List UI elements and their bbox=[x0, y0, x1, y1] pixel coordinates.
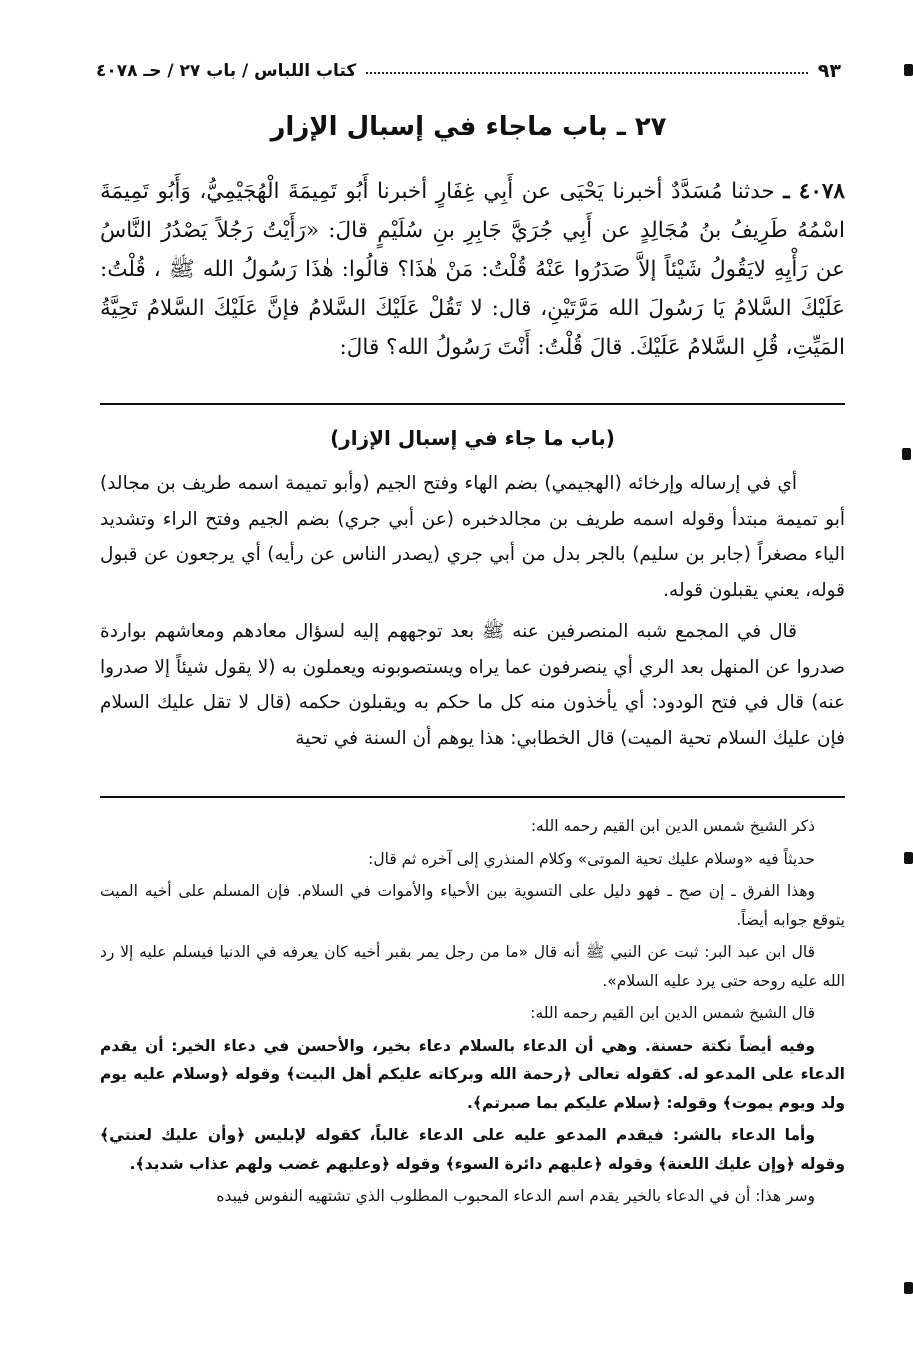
hadith-text: حدثنا مُسَدَّدٌ أخبرنا يَحْيَى عن أَبِي غِفَارٍ أخبرنا أَبُو تَمِيمَةَ الْهُجَيْمِيُّ، وَأَبُو تَمِيمَةَ اسْمُهُ طَرِيفُ بنُ مُجَالِدٍ عن أَبِي جُرَيَّ جَابِرِ بنِ سُلَيْمٍ قالَ: «رَأَيْتُ رَجُلاً يَصْدُرُ النَّاسُ عن رَأْيِهِ لايَقُولُ شَيْئاً إلاَّ صَدَرُوا عَنْهُ قُلْتُ: مَنْ هٰذَا؟ قالُوا: هٰذَا رَسُولُ الله ﷺ ، قُلْتُ: عَلَيْكَ السَّلامُ يَا رَسُولَ الله مَرَّتَيْنِ، قال: لا تَقُلْ عَلَيْكَ السَّلامُ فإنَّ عَلَيْكَ السَّلامُ تَحِيَّةُ المَيِّتِ، قُلِ السَّلامُ عَلَيْكَ. قالَ قُلْتُ: أَنْتَ رَسُولُ الله؟ قالَ: bbox=[100, 179, 845, 360]
notes-divider-line bbox=[100, 796, 845, 798]
margin-mark bbox=[904, 852, 913, 864]
note-paragraph: ذكر الشيخ شمس الدين ابن القيم رحمه الله: bbox=[530, 817, 815, 835]
notes-block bbox=[100, 812, 845, 1215]
note-paragraph: وسر هذا: أن في الدعاء بالخير يقدم اسم الدعاء المحبوب المطلوب الذي تشتهيه النفوس فيبده bbox=[216, 1187, 815, 1205]
note-paragraph: وأما الدعاء بالشر: فيقدم المدعو عليه على الدعاء غالباً، كقوله لإبليس ﴿وأن عليك لعنتي﴾ وقوله ﴿وإن عليك اللعنة﴾ وقوله ﴿عليهم دائرة السوء﴾ وقوله ﴿وعليهم غضب ولهم عذاب شديد﴾. bbox=[100, 1126, 845, 1173]
note-paragraph: وهذا الفرق ـ إن صح ـ فهو دليل على التسوية بين الأحياء والأموات في السلام. فإن المسلم على أخيه الميت يتوقع جوابه أيضاً. bbox=[100, 882, 845, 929]
margin-mark bbox=[902, 448, 911, 460]
note-paragraph: حديثاً فيه «وسلام عليك تحية الموتى» وكلام المنذري إلى آخره ثم قال: bbox=[368, 849, 815, 868]
commentary-title: (باب ما جاء في إسبال الإزار) bbox=[330, 426, 615, 450]
note-paragraph: قال ابن عبد البر: ثبت عن النبي ﷺ أنه قال «ما من رجل يمر بقبر أخيه كان يعرفه في الدنيا فيسلم عليه إلا رد الله عليه روحه حتى يرد عليه السلام». bbox=[100, 943, 845, 990]
hadith-text-block bbox=[100, 172, 845, 367]
commentary-paragraph: قال في المجمع شبه المنصرفين عنه ﷺ بعد توجههم إليه لسؤال معادهم ومعاشهم بواردة صدروا عن المنهل بعد الري أي ينصرفون عما يراه ويستصوبونه ويعملون به (لا يقول شيئاً إلا صدروا عنه) قال في فتح الودود: أي يأخذون منه كل ما حكم به ويقبلون حكمه (قال لا تقل عليك السلام فإن عليك السلام تحية الميت) قال الخطابي: هذا يوهم أن السنة في تحية bbox=[100, 621, 845, 749]
margin-mark bbox=[904, 64, 913, 76]
hadith-number: ٤٠٧٨ ـ bbox=[783, 179, 845, 204]
hadith-divider-line bbox=[100, 403, 845, 405]
running-title: كتاب اللباس / باب ٢٧ / حـ ٤٠٧٨ bbox=[96, 61, 357, 81]
header-dotted-leader bbox=[366, 72, 808, 74]
note-paragraph: وفيه أيضاً نكتة حسنة. وهي أن الدعاء بالسلام دعاء بخير، والأحسن في دعاء الخير: أن يقدم الدعاء على المدعو له. كقوله تعالى ﴿رحمة الله وبركاته عليكم أهل البيت﴾ وقوله ﴿وسلام عليه يوم ولد ويوم يموت﴾ وقوله: ﴿سلام عليكم بما صبرتم﴾. bbox=[100, 1036, 845, 1112]
note-paragraph: قال الشيخ شمس الدين ابن القيم رحمه الله: bbox=[530, 1004, 815, 1022]
page-header bbox=[96, 56, 841, 86]
chapter-title: ٢٧ ـ باب ماجاء في إسبال الإزار bbox=[270, 112, 667, 142]
commentary-block bbox=[100, 466, 845, 762]
page-number: ٩٣ bbox=[817, 60, 841, 82]
commentary-paragraph: أي في إرساله وإرخائه (الهجيمي) بضم الهاء وفتح الجيم (وأبو تميمة اسمه طريف بن مجالد) أبو تميمة مبتدأ وقوله اسمه طريف بن مجالدخبره (عن أبي جري) بضم الجيم وفتح الراء وتشديد الياء مصغراً (جابر بن سليم) بالجر بدل من أبي جري (يصدر الناس عن رأيه) أي يرجعون عن قبول قوله، يعني يقبلون قوله. bbox=[100, 473, 845, 601]
margin-mark bbox=[904, 1282, 913, 1294]
